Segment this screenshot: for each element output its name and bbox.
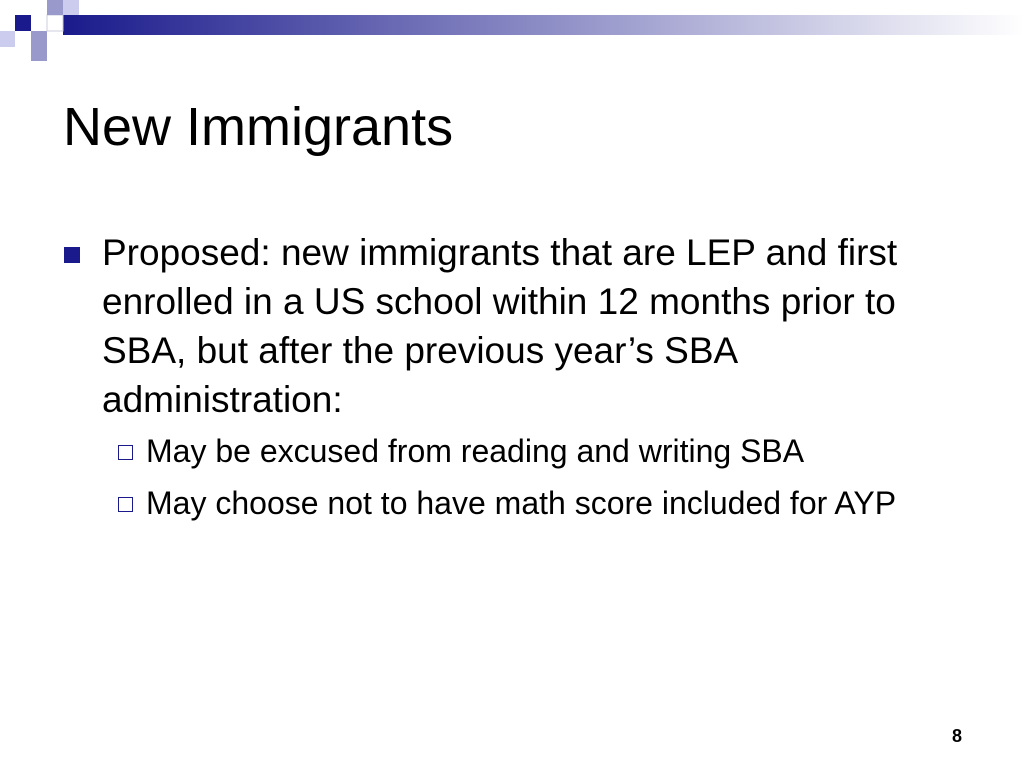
sub-bullet-item bbox=[116, 482, 984, 524]
header-decoration bbox=[0, 0, 1024, 70]
hollow-square-bullet-icon bbox=[118, 497, 133, 512]
decor-square-4 bbox=[47, 15, 63, 31]
bullet-item bbox=[64, 228, 984, 424]
square-bullet-icon bbox=[64, 247, 80, 263]
decor-square-5 bbox=[0, 31, 15, 47]
sub-bullet-text: May choose not to have math score included for AYP bbox=[146, 485, 897, 521]
sub-bullet-text: May be excused from reading and writing SBA bbox=[146, 433, 805, 469]
decor-square-7 bbox=[31, 47, 47, 61]
bullet-text: Proposed: new immigrants that are LEP and first enrolled in a US school within 12 months prior to SBA, but after the previous year’s SBA administration: bbox=[102, 232, 898, 420]
header-gradient-bar bbox=[63, 15, 1024, 35]
slide-title: New Immigrants bbox=[63, 97, 454, 157]
slide-body bbox=[64, 228, 984, 534]
decor-square-3 bbox=[31, 31, 47, 47]
sub-bullet-list bbox=[116, 430, 984, 524]
decor-square-1 bbox=[0, 0, 15, 15]
decor-square-2 bbox=[15, 15, 31, 31]
page-number: 8 bbox=[951, 726, 962, 746]
hollow-square-bullet-icon bbox=[118, 445, 133, 460]
decor-square-6 bbox=[47, 0, 63, 15]
sub-bullet-item bbox=[116, 430, 984, 472]
decor-square-8 bbox=[63, 0, 79, 15]
